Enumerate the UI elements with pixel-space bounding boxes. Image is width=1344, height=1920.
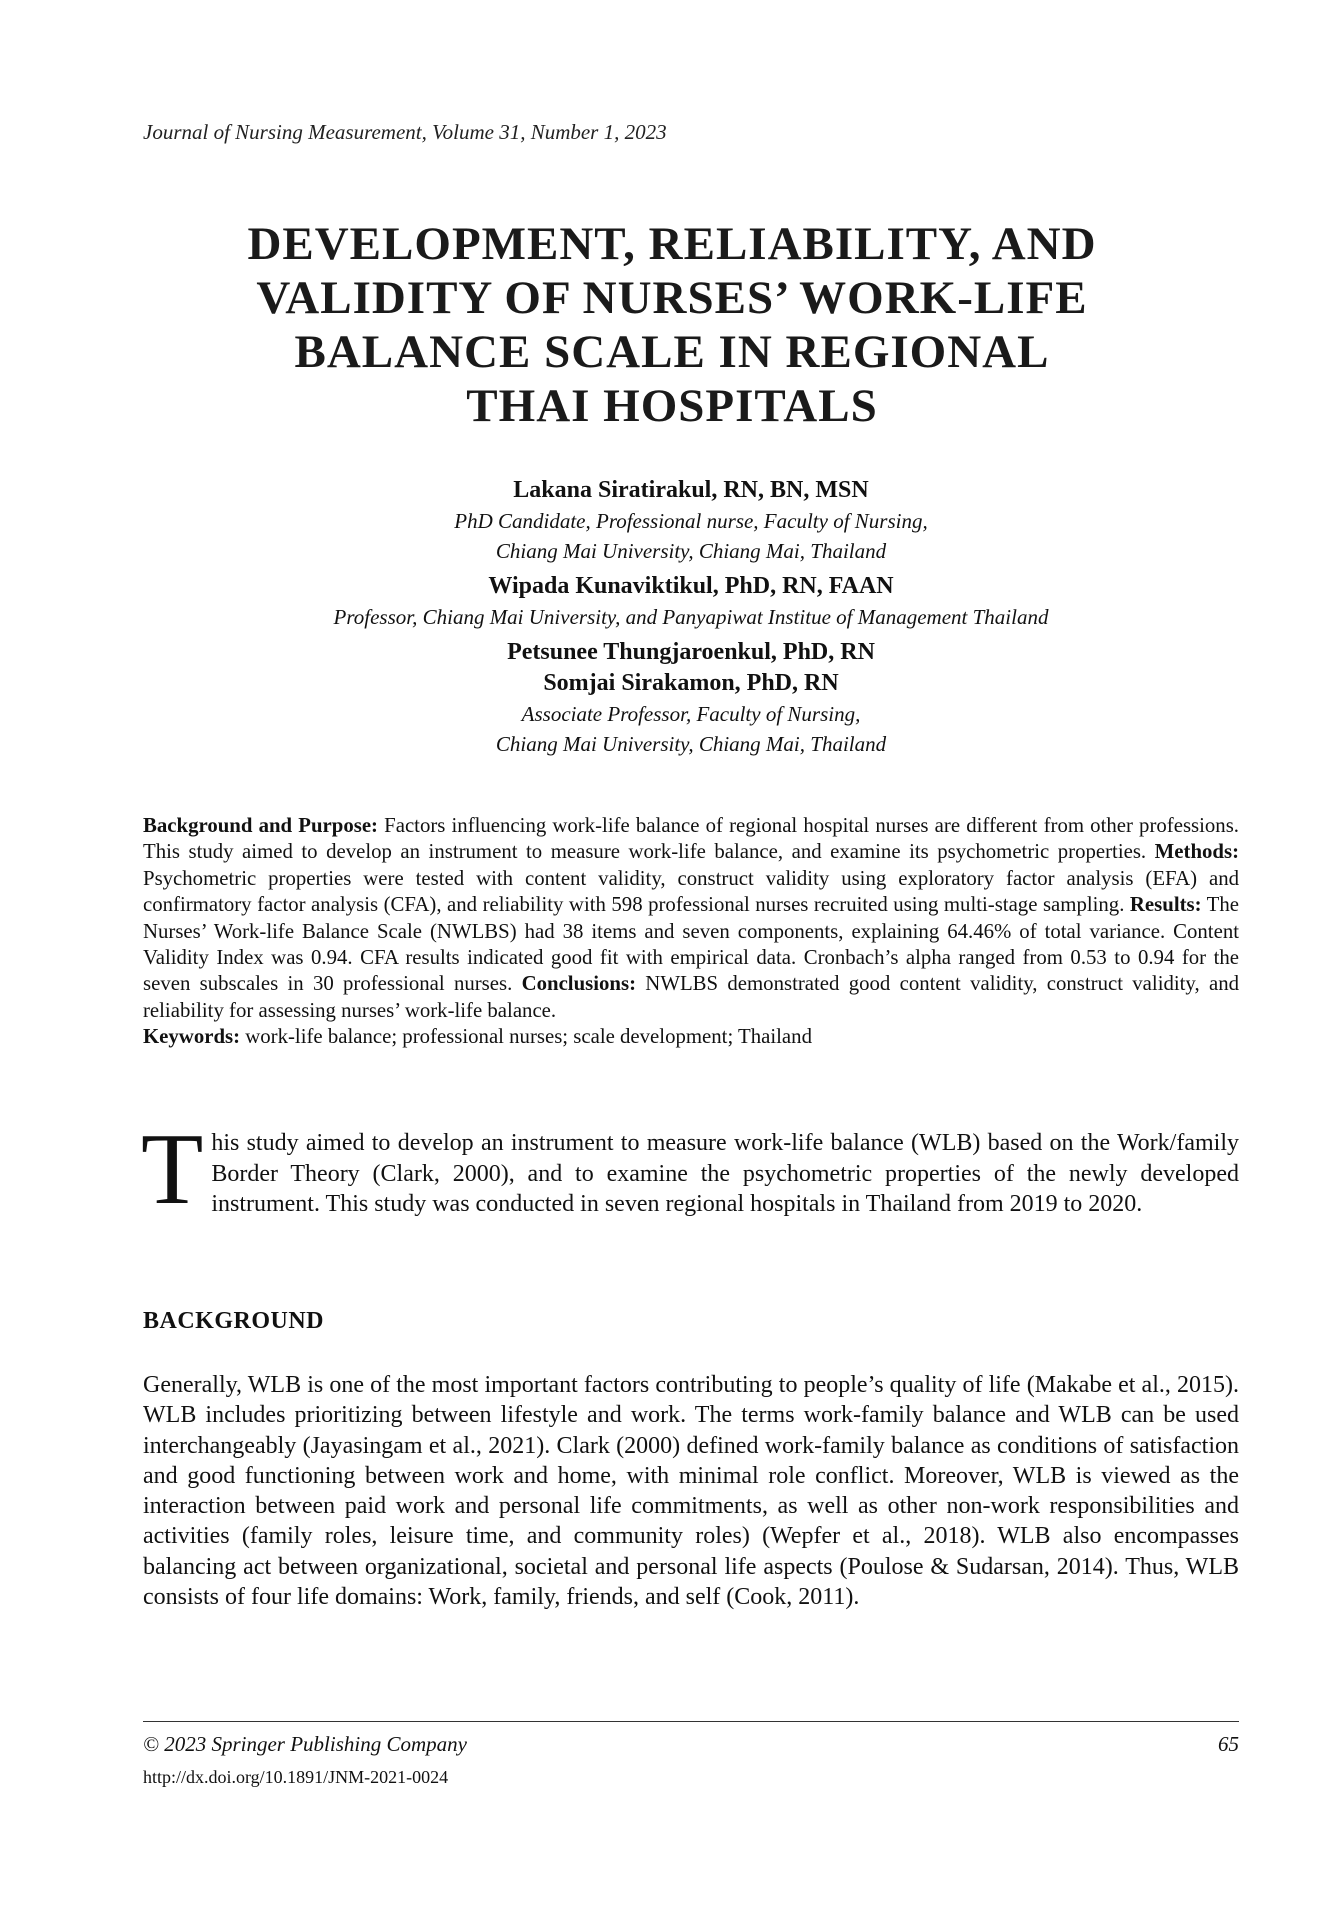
intro-text: his study aimed to develop an instrument to measure work-life balance (WLB) based on the Work/family Border Theory (Clark, 2000), and to examine the psychometric properties of the newly developed instrument. This study was conducted in seven regional hospitals in Thailand from 2019 to 2020. [211, 1130, 1239, 1218]
abstract-background-text: Factors influencing work-life balance of regional hospital nurses are different from other professions. This study aimed to develop an instrument to measure work-life balance, and examine its psychometric properties. [143, 814, 1239, 864]
running-head: Journal of Nursing Measurement, Volume 31, Number 1, 2023 [143, 120, 667, 144]
copyright-notice: © 2023 Springer Publishing Company [143, 1732, 467, 1756]
body-paragraph: Generally, WLB is one of the most important factors contributing to people’s quality of life (Makabe et al., 2015). WLB includes prioritizing between lifestyle and work. The terms work-family balance and WLB can be used interchangeably (Jayasingam et al., 2021). Clark (2000) defined work-family balance as conditions of satisfaction and good functioning between work and home, with minimal role conflict. Moreover, WLB is viewed as the interaction between paid work and personal life commitments, as well as other non-work responsibilities and activities (family roles, leisure time, and community roles) (Wepfer et al., 2018). WLB also encompasses balancing act between organizational, societal and personal life aspects (Poulose & Sudarsan, 2014). Thus, WLB consists of four life domains: Work, family, friends, and self (Cook, 2011). [143, 1372, 1239, 1611]
author-affiliation: Professor, Chiang Mai University, and Panyapiwat Institue of Management Thailand [333, 605, 1049, 629]
keywords-label: Keywords: [143, 1025, 241, 1049]
title-line: BALANCE SCALE IN REGIONAL [294, 326, 1050, 378]
abstract [143, 813, 1239, 1051]
title-line: THAI HOSPITALS [466, 380, 878, 432]
author-affiliation: Chiang Mai University, Chiang Mai, Thailand [495, 539, 887, 563]
title-line: DEVELOPMENT, RELIABILITY, AND [247, 218, 1097, 270]
author-affiliation: Chiang Mai University, Chiang Mai, Thailand [495, 732, 887, 756]
author-affiliation: PhD Candidate, Professional nurse, Faculty of Nursing, [454, 509, 928, 533]
drop-cap: T [141, 1113, 204, 1226]
author-name: Lakana Siratirakul, RN, BN, MSN [513, 477, 869, 503]
keywords [143, 1024, 1239, 1050]
abstract-results-label: Results: [1129, 893, 1202, 917]
article-title [180, 217, 1164, 433]
author-name: Wipada Kunaviktikul, PhD, RN, FAAN [488, 573, 894, 599]
abstract-conclusions-text: NWLBS demonstrated good content validity, construct validity, and reliability for assessing nurses’ work-life balance. [143, 972, 1239, 1022]
page-number: 65 [1218, 1732, 1239, 1756]
keywords-text: work-life balance; professional nurses; scale development; Thailand [240, 1025, 812, 1049]
section-heading: BACKGROUND [143, 1308, 325, 1334]
abstract-results-text: The Nurses’ Work-life Balance Scale (NWLBS) had 38 items and seven components, explaining 64.46% of total variance. Content Validity Index was 0.94. CFA results indicated good fit with empirical data. Cronbach’s alpha ranged from 0.53 to 0.94 for the seven subscales in 30 professional nurses. [143, 893, 1240, 996]
abstract-methods-label: Methods: [1154, 840, 1239, 864]
author-name: Petsunee Thungjaroenkul, PhD, RN [507, 639, 875, 665]
abstract-conclusions-label: Conclusions: [521, 972, 637, 996]
author-block [143, 475, 1239, 759]
title-line: VALIDITY OF NURSES’ WORK-LIFE [256, 272, 1088, 324]
abstract-methods-text: Psychometric properties were tested with content validity, construct validity using exploratory factor analysis (EFA) and confirmatory factor analysis (CFA), and reliability with 598 professional nurses recruited using multi-stage sampling. [143, 866, 1239, 917]
footer-divider [143, 1721, 1239, 1722]
doi-link[interactable]: http://dx.doi.org/10.1891/JNM-2021-0024 [143, 1767, 449, 1787]
abstract-body [143, 813, 1239, 1024]
author-name: Somjai Sirakamon, PhD, RN [543, 670, 839, 696]
abstract-background-label: Background and Purpose: [143, 814, 378, 837]
intro-paragraph [141, 1113, 1239, 1226]
author-affiliation: Associate Professor, Faculty of Nursing, [521, 702, 861, 726]
